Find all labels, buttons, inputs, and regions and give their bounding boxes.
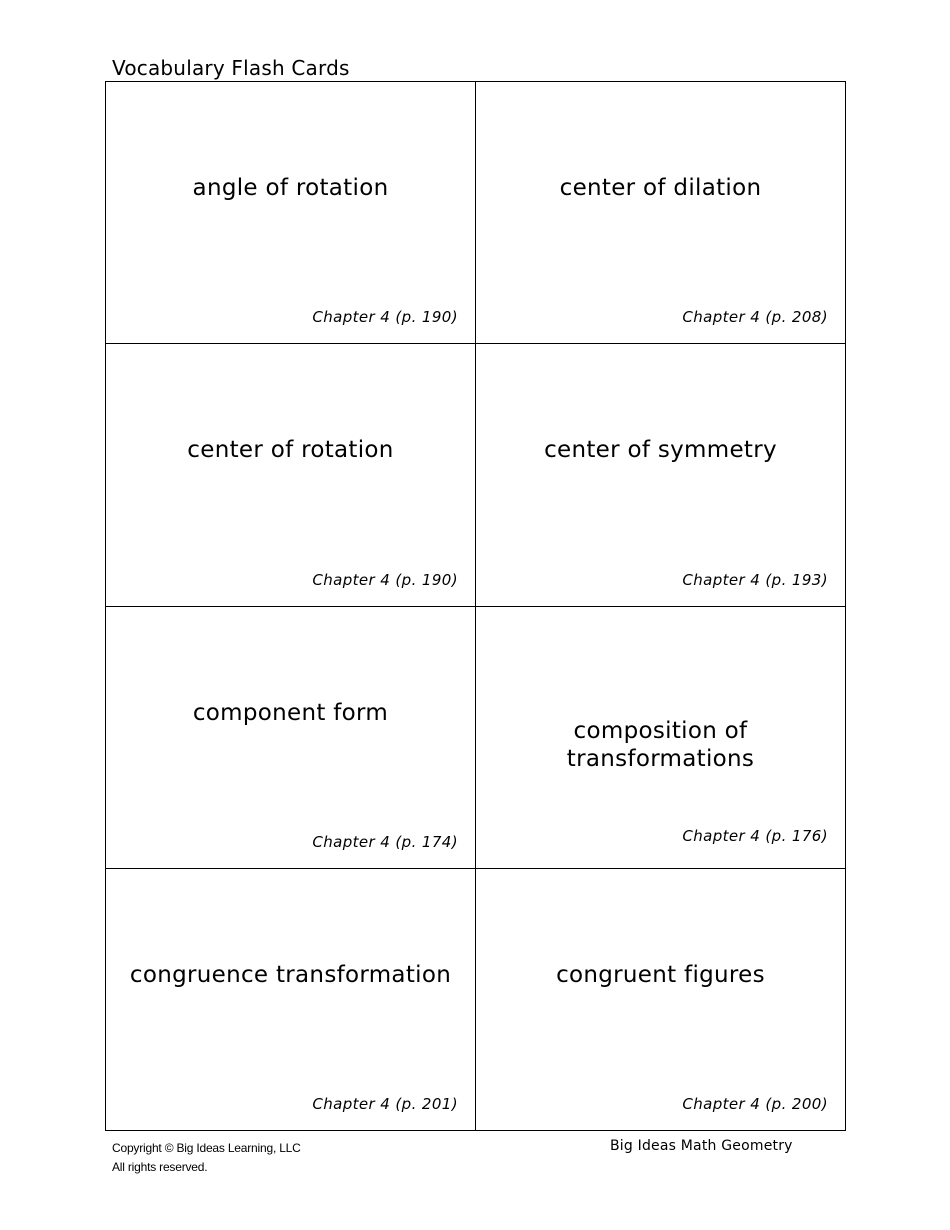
- flash-card: [106, 344, 476, 606]
- card-reference: Chapter 4 (p. 193): [682, 570, 828, 589]
- card-term: composition of transformations: [566, 717, 755, 772]
- card-term: congruent figures: [556, 961, 765, 988]
- flash-card: [476, 344, 846, 606]
- rights-line: All rights reserved.: [112, 1160, 208, 1174]
- flash-card: [476, 869, 846, 1131]
- card-term: congruence transformation: [129, 961, 452, 988]
- card-term: angle of rotation: [192, 175, 389, 201]
- book-title: Big Ideas Math Geometry: [610, 1138, 793, 1154]
- card-reference: Chapter 4 (p. 200): [682, 1095, 828, 1113]
- card-reference: Chapter 4 (p. 208): [682, 308, 828, 327]
- card-reference: Chapter 4 (p. 201): [312, 1095, 458, 1113]
- flash-card: [106, 82, 476, 344]
- card-reference: Chapter 4 (p. 190): [312, 308, 458, 327]
- flash-card: [476, 607, 846, 869]
- card-reference: Chapter 4 (p. 174): [312, 832, 458, 851]
- page-title: Vocabulary Flash Cards: [112, 56, 350, 80]
- card-term: center of rotation: [187, 437, 394, 464]
- flash-card: [106, 869, 476, 1131]
- flash-card-grid: [105, 81, 846, 1131]
- card-term: center of symmetry: [544, 437, 777, 464]
- flash-card: [106, 607, 476, 869]
- card-reference: Chapter 4 (p. 190): [312, 570, 458, 589]
- flash-card: [476, 82, 846, 344]
- card-term: center of dilation: [559, 175, 762, 201]
- card-reference: Chapter 4 (p. 176): [682, 826, 828, 845]
- card-term: component form: [192, 699, 389, 726]
- copyright-line: Copyright © Big Ideas Learning, LLC: [112, 1141, 301, 1155]
- copyright-notice: [112, 1139, 301, 1177]
